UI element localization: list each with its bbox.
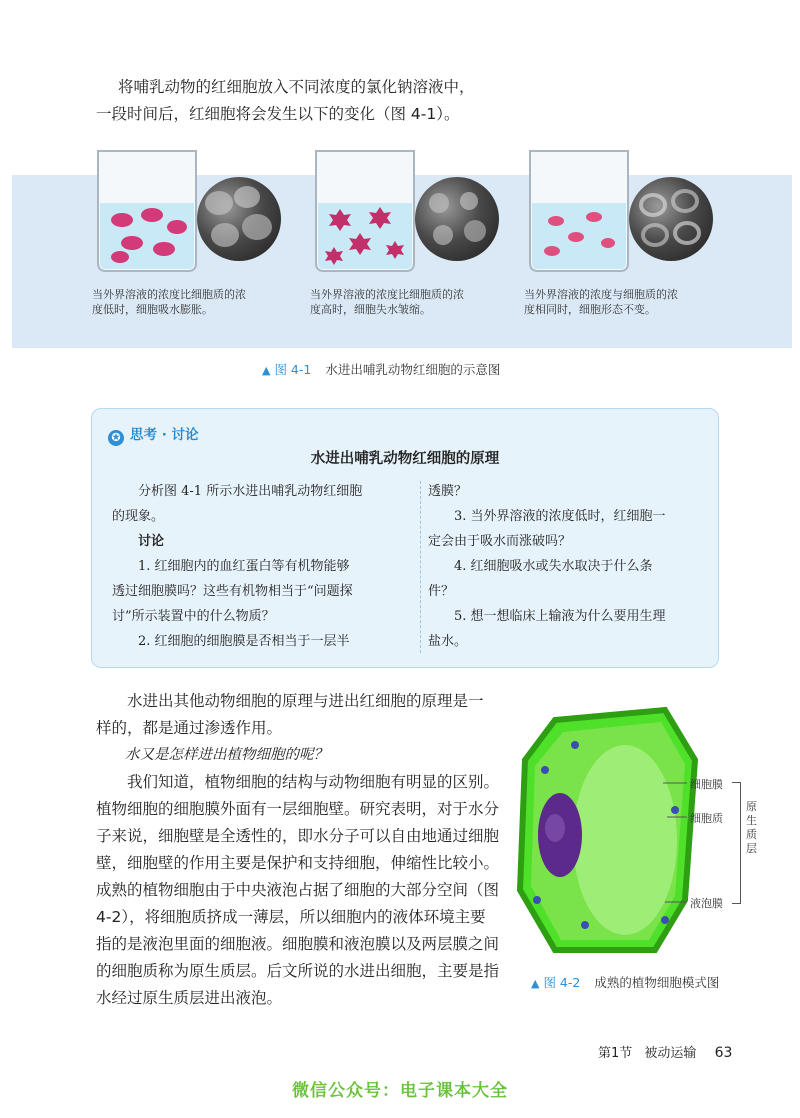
beaker-icon [524,145,634,273]
micrograph-swollen-cells [197,177,281,261]
plant-cell-diagram [515,700,715,960]
caption-unchanged: 当外界溶液的浓度与细胞质的浓 度相同时，细胞形态不变。 [524,288,678,316]
intro-line-1: 将哺乳动物的红细胞放入不同浓度的氯化钠溶液中， [118,78,475,96]
figure-panel-swelling [92,145,322,330]
think-discuss-title: 水进出哺乳动物红细胞的原理 [310,451,500,467]
body-text: 水进出其他动物细胞的原理与进出红细胞的原理是一 样的，都是通过渗透作用。 水又是怎样进出植物细胞的呢？ 我们知道，植物细胞的结构与动物细胞有明显的区别。 植物细胞的细胞膜外面有一层细胞壁。研究表明，对于水分 子来说，细胞壁是全透性的，即水分子可以自由地通过细胞 壁，细胞壁的作用主要是保护和支持细胞，伸缩性比较小。 成熟的植物细胞由于中央液泡占据了细胞的大部分空间（图 4-2），将细胞质挤成一薄层，所以细胞内的液体环境主要 指的是液泡里面的细胞液。细胞膜和液泡膜以及两层膜之间 的细胞质称为原生质层。后文所说的水进出细胞，主要是指 水经过原生质层进出液泡。 [96,692,500,1007]
intro-line-2: 一段时间后，红细胞将会发生以下的变化（图 4-1）。 [96,105,460,123]
caption-shrinking: 当外界溶液的浓度比细胞质的浓 度高时，细胞失水皱缩。 [310,288,464,316]
triangle-icon: ▲ [262,364,271,377]
page-footer: 第1节 被动运输 63 [598,1045,733,1061]
micrograph-normal-cells [629,177,713,261]
think-left-column: 分析图 4-1 所示水进出哺乳动物红细胞 的现象。 讨论 1. 红细胞内的血红蛋白等有机物能够 透过细胞膜吗？这些有机物相当于“问题探 讨”所示装置中的什么物质？ 2. 红细胞的细胞膜是否相当于一层半 [112,484,363,649]
caption-swelling: 当外界溶液的浓度比细胞质的浓 度低时，细胞吸水膨胀。 [92,288,246,316]
lightbulb-icon: ✪ [108,430,124,446]
think-discuss-box [91,408,719,668]
triangle-icon: ▲ [531,977,540,990]
beaker-icon [310,145,420,273]
label-cell-membrane: 细胞膜 [690,778,723,791]
label-cytoplasm: 细胞质 [690,812,723,825]
figure-panel-unchanged [524,145,754,330]
figure-4-2-caption: ▲ 图 4-2 成熟的植物细胞模式图 [531,975,720,990]
column-divider [420,481,421,653]
wechat-banner: 微信公众号：电子课本大全 [292,1081,508,1101]
beaker-icon [92,145,202,273]
think-discuss-tag: ✪ 思考 · 讨论 [108,423,199,446]
label-vacuole-membrane: 液泡膜 [690,897,723,910]
micrograph-shrunken-cells [415,177,499,261]
figure-panel-shrinking [310,145,540,330]
think-right-column: 透膜？ 3. 当外界溶液的浓度低时，红细胞一 定会由于吸水而涨破吗？ 4. 红细胞吸水或失水取决于什么条 件？ 5. 想一想临床上输液为什么要用生理 盐水。 [428,484,666,649]
protoplast-bracket [732,782,741,904]
label-protoplast: 原生质层 [746,800,757,855]
figure-4-1-caption: ▲ 图 4-1 水进出哺乳动物红细胞的示意图 [262,362,501,377]
